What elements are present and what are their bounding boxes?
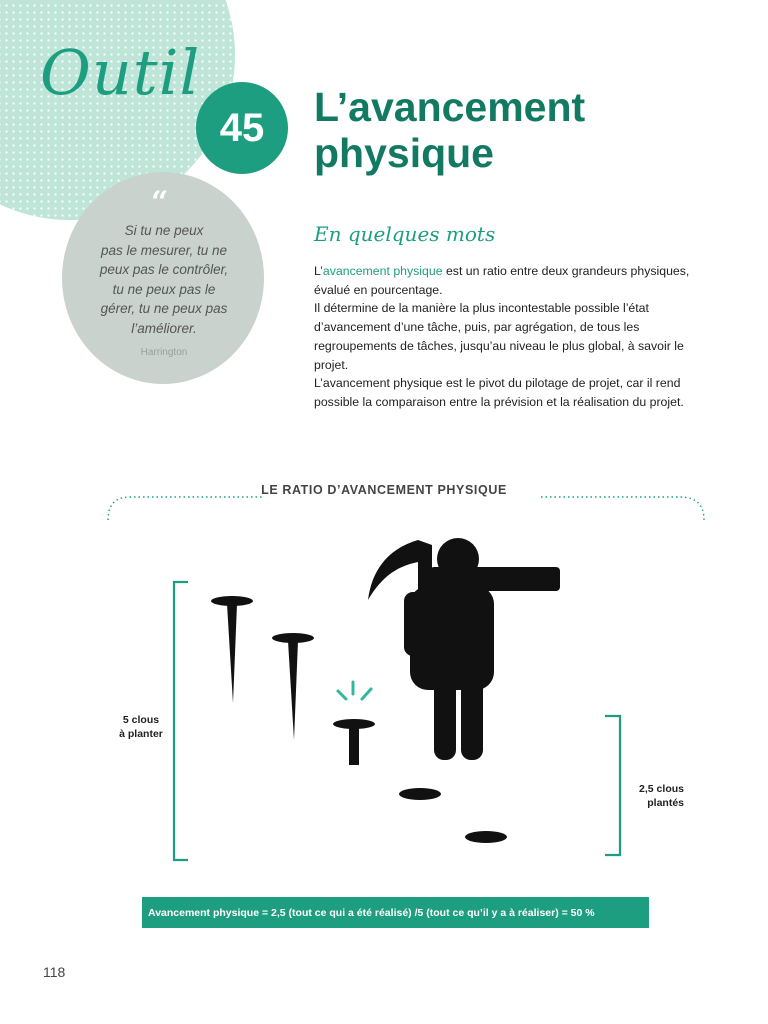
person-with-hammer-icon [368,538,560,760]
quote-line: gérer, tu ne peux pas [100,301,228,316]
nails-to-plant-label-line2: à planter [119,728,163,740]
figure-title-bracket [541,497,704,520]
planted-nail-head-icon [399,788,441,800]
quote-line: l’améliorer. [131,320,197,336]
highlight-term: avancement physique [322,264,443,278]
page-number: 118 [43,964,66,980]
nails-planted-label-line2: plantés [647,797,684,809]
formula-banner: Avancement physique = 2,5 (tout ce qui a été réalisé) /5 (tout ce qu’il y a à réaliser) = 50 % [142,897,649,928]
quote-line: tu ne peux pas le [112,281,216,297]
quote-mark-icon: “ [151,185,169,220]
quote-author: Harrington [140,347,188,358]
impact-sparks-icon [338,682,371,699]
nail-icon [211,596,253,703]
page-title-line1: L’avancement [314,84,586,130]
page-title-line2: physique [314,130,494,176]
nails-to-plant-label-line1: 5 clous [122,714,160,726]
paragraph-2: Il détermine de la manière la plus incontestable possible l’état d’avancement d’une tâche, puis, par agrégation, de tous les regroupements de tâches, jusqu’au niveau le plus global, à savoir le projet. [314,301,684,372]
nails-planted-label [612,782,684,810]
quote-line: peux pas le contrôler, [99,262,229,277]
paragraph-1-rest: est un ratio entre deux grandeurs physiques, évalué en pourcentage. [314,264,690,297]
quote-line: Si tu ne peux [124,223,204,238]
quote-line: pas le mesurer, tu ne [100,242,228,258]
nails-to-plant-label [104,713,178,741]
figure-title-bracket [108,497,262,520]
nail-icon [272,633,314,740]
paragraph-3: L’avancement physique est le pivot du pilotage de projet, car il rend possible la comparaison entre la prévision et la réalisation du projet. [314,376,684,409]
nails-planted-label-line1: 2,5 clous [639,783,684,795]
nail-icon [333,719,375,765]
tool-number-badge: 45 [196,82,288,174]
figure-title: LE RATIO D’AVANCEMENT PHYSIQUE [261,483,507,497]
planted-nail-head-icon [465,831,507,843]
outil-label: Outil [40,36,201,109]
paragraph-1-prefix: L’ [314,264,323,278]
section-heading: En quelques mots [314,222,496,246]
